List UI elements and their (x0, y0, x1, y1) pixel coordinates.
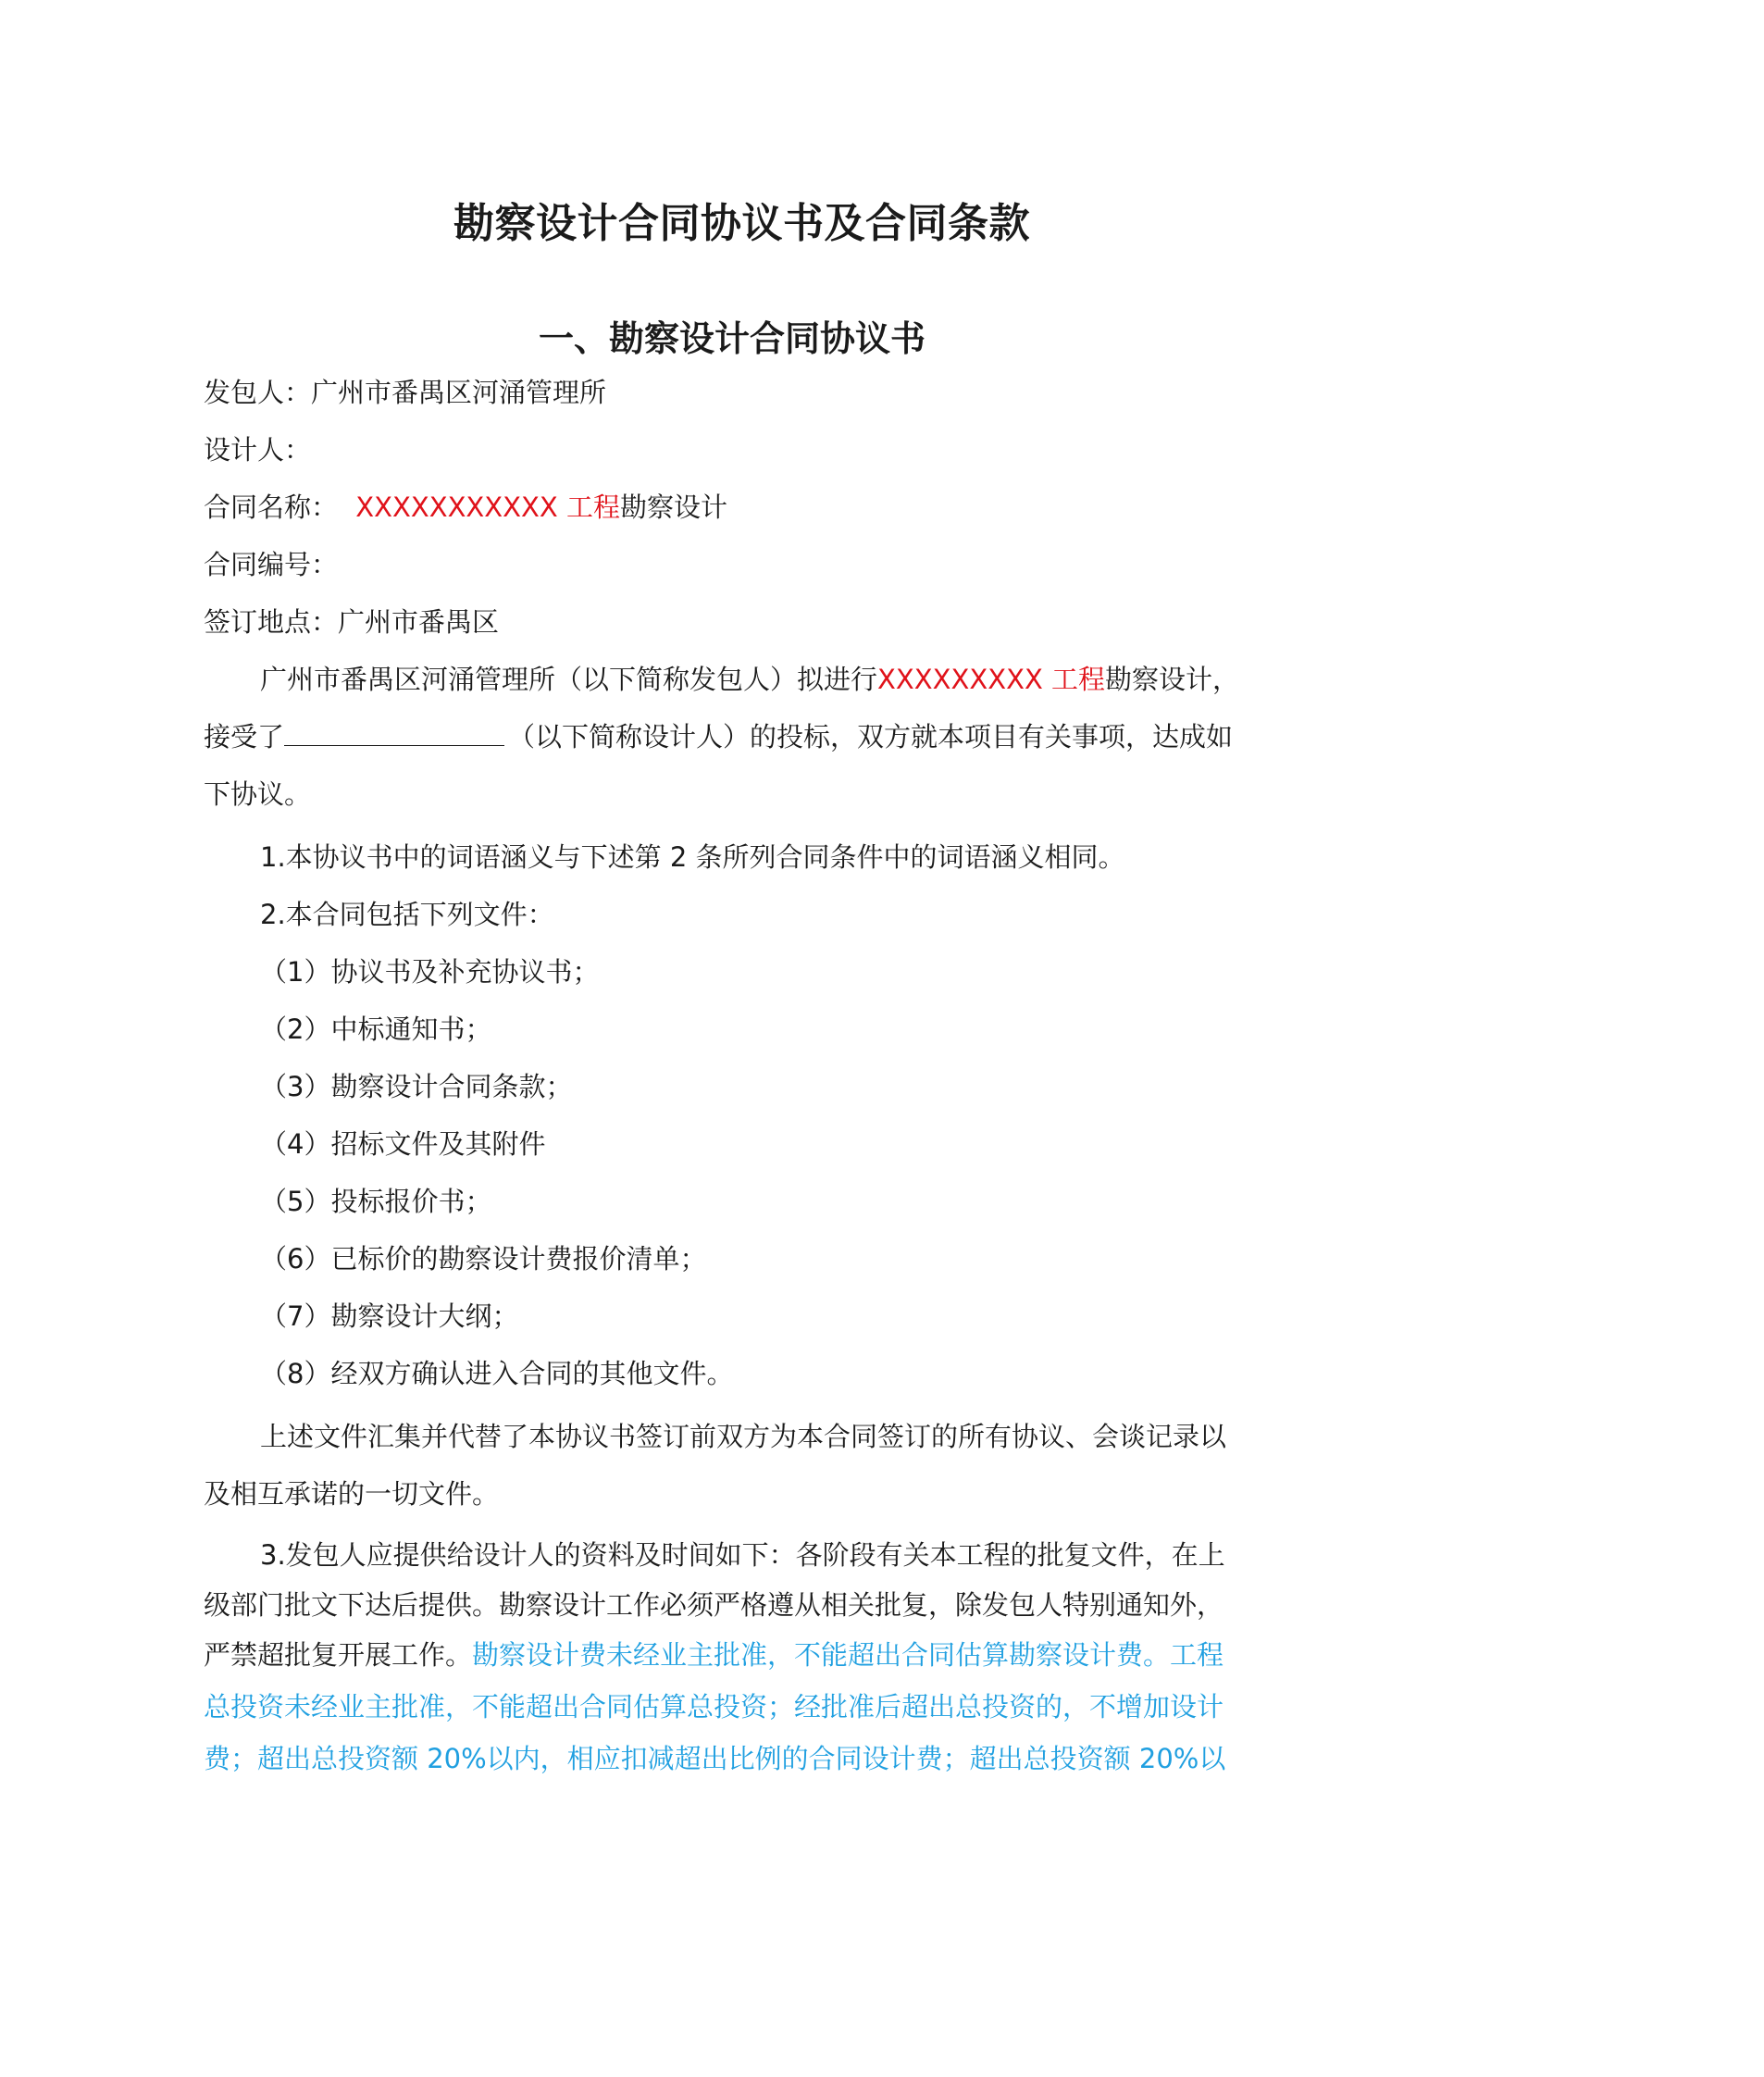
designer-label: 设计人： (204, 434, 312, 466)
sign-place-label: 签订地点： (204, 606, 339, 638)
contract-no-line (204, 546, 338, 583)
clause-2: 2.本合同包括下列文件： (260, 899, 554, 930)
designer-line (204, 431, 311, 468)
employer-value: 广州市番禺区河涌管理所 (311, 377, 607, 408)
intro-line-2 (204, 718, 1233, 755)
document-title: 勘察设计合同协议书及合同条款 (453, 200, 1030, 247)
sign-place-value: 广州市番禺区 (338, 606, 500, 638)
sign-place-line (204, 603, 499, 641)
supersede-line-1: 上述文件汇集并代替了本协议书签订前双方为本合同签订的所有协议、会谈记录以 (260, 1421, 1227, 1452)
clause-3-line-3 (204, 1636, 1224, 1673)
contract-no-label: 合同编号： (204, 549, 339, 580)
intro-line-1 (260, 661, 1239, 698)
intro-text-c: （以下简称设计人）的投标，双方就本项目有关事项，达成如 (508, 721, 1234, 752)
supersede-line-2: 及相互承诺的一切文件。 (204, 1478, 500, 1510)
contract-name-label: 合同名称： (204, 491, 339, 523)
document-list-item: （4）招标文件及其附件 (260, 1128, 546, 1160)
intro-project-placeholder: XXXXXXXXX 工程 (877, 664, 1106, 695)
clause-3-line-2: 级部门批文下达后提供。勘察设计工作必须严格遵从相关批复，除发包人特别通知外， (204, 1589, 1224, 1621)
intro-line-3: 下协议。 (204, 778, 312, 810)
document-list-item: （2）中标通知书； (260, 1014, 492, 1045)
clause-3-line-1: 3.发包人应提供给设计人的资料及时间如下：各阶段有关本工程的批复文件，在上 (260, 1539, 1225, 1571)
contract-name-suffix: 勘察设计 (620, 491, 728, 523)
document-list-item: （5）投标报价书； (260, 1186, 492, 1217)
employer-line (204, 374, 606, 411)
document-list-item: （1）协议书及补充协议书； (260, 956, 600, 988)
document-list-item: （7）勘察设计大纲； (260, 1300, 519, 1332)
intro-text-b: 勘察设计， (1105, 664, 1240, 695)
document-list-item: （8）经双方确认进入合同的其他文件。 (260, 1358, 734, 1389)
clause-3-highlight-a: 勘察设计费未经业主批准，不能超出合同估算勘察设计费。工程 (472, 1639, 1224, 1671)
clause-3-text-a: 严禁超批复开展工作。 (204, 1639, 473, 1671)
clause-3-highlight-line-5: 费；超出总投资额 20%以内，相应扣减超出比例的合同设计费；超出总投资额 20%以 (204, 1743, 1226, 1774)
intro-text-a: 广州市番禺区河涌管理所（以下简称发包人）拟进行 (260, 664, 878, 695)
clause-3-highlight-line-4: 总投资未经业主批准，不能超出合同估算总投资；经批准后超出总投资的，不增加设计 (204, 1691, 1224, 1723)
document-list-item: （6）已标价的勘察设计费报价清单； (260, 1243, 707, 1275)
section-title: 一、勘察设计合同协议书 (539, 318, 926, 359)
designer-blank-underline (284, 719, 504, 746)
clause-1: 1.本协议书中的词语涵义与下述第 2 条所列合同条件中的词语涵义相同。 (260, 841, 1125, 873)
intro-accepted: 接受了 (204, 721, 285, 752)
contract-name-line (204, 489, 727, 526)
employer-label: 发包人： (204, 377, 312, 408)
document-list-item: （3）勘察设计合同条款； (260, 1071, 573, 1102)
contract-name-placeholder: XXXXXXXXXXX 工程 (355, 491, 620, 523)
